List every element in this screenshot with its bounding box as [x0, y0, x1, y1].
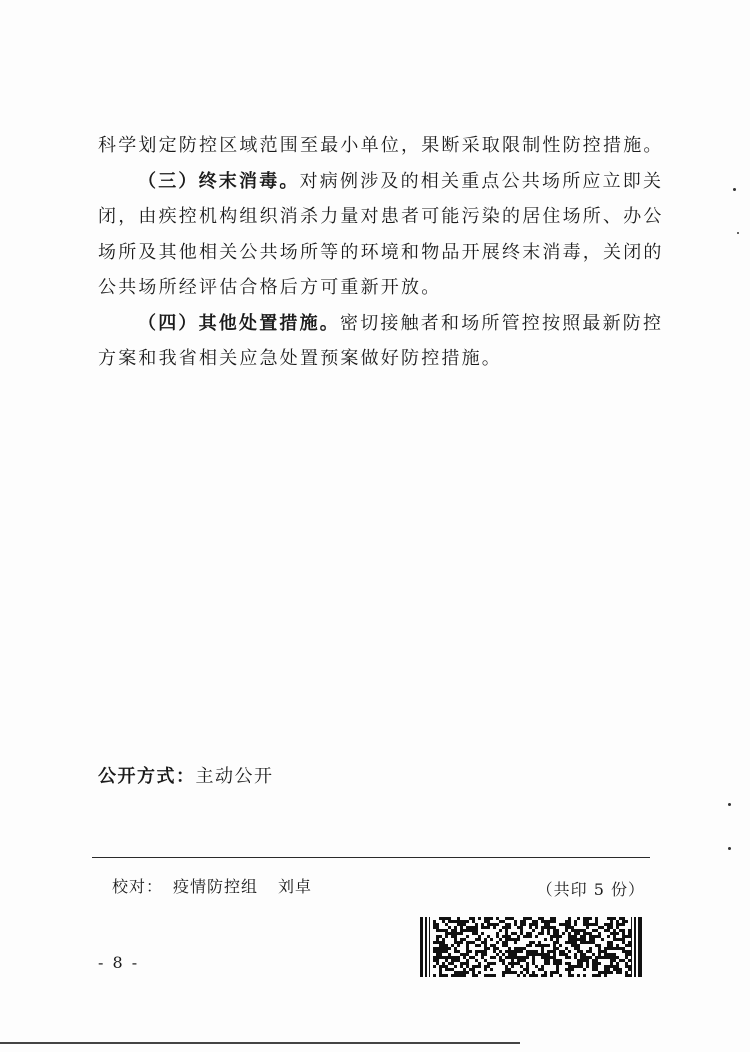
section-4-heading: （四）其他处置措施。 [138, 312, 340, 334]
disclosure-label: 公开方式： [98, 766, 196, 787]
scan-edge-line [0, 1042, 520, 1044]
barcode-image [420, 917, 642, 977]
scan-speck [737, 232, 739, 234]
body-text [98, 128, 664, 377]
proof-name: 刘卓 [278, 877, 313, 896]
disclosure-value: 主动公开 [195, 766, 274, 787]
section-3-text: 对病例涉及的相关重点公共场所应立即关 [299, 170, 664, 192]
section-3-line-4: 公共场所经评估合格后方可重新开放。 [98, 277, 442, 298]
section-3-line-2: 闭，由疾控机构组织消杀力量对患者可能污染的居住场所、办公 [98, 206, 664, 227]
scan-speck [733, 188, 736, 191]
scan-speck [728, 803, 731, 806]
proof-group: 疫情防控组 [173, 877, 259, 896]
section-4-line-1 [98, 306, 664, 342]
page-number: - 8 - [98, 953, 140, 972]
section-3-line-3: 场所及其他相关公共场所等的环境和物品开展终末消毒，关闭的 [98, 241, 664, 263]
proofreader-line [112, 874, 312, 897]
section-3-line-1 [98, 164, 664, 200]
section-4-text: 密切接触者和场所管控按照最新防控 [340, 312, 664, 334]
proof-label: 校对： [112, 877, 164, 896]
disclosure-method [98, 762, 274, 788]
section-3-heading: （三）终末消毒。 [138, 170, 300, 192]
print-copies: （共印 5 份） [536, 880, 645, 899]
footer-divider [92, 857, 650, 858]
scan-speck [728, 847, 731, 850]
section-4-line-2: 方案和我省相关应急处置预案做好防控措施。 [98, 348, 502, 369]
paragraph-line: 科学划定防控区域范围至最小单位，果断采取限制性防控措施。 [98, 135, 664, 156]
